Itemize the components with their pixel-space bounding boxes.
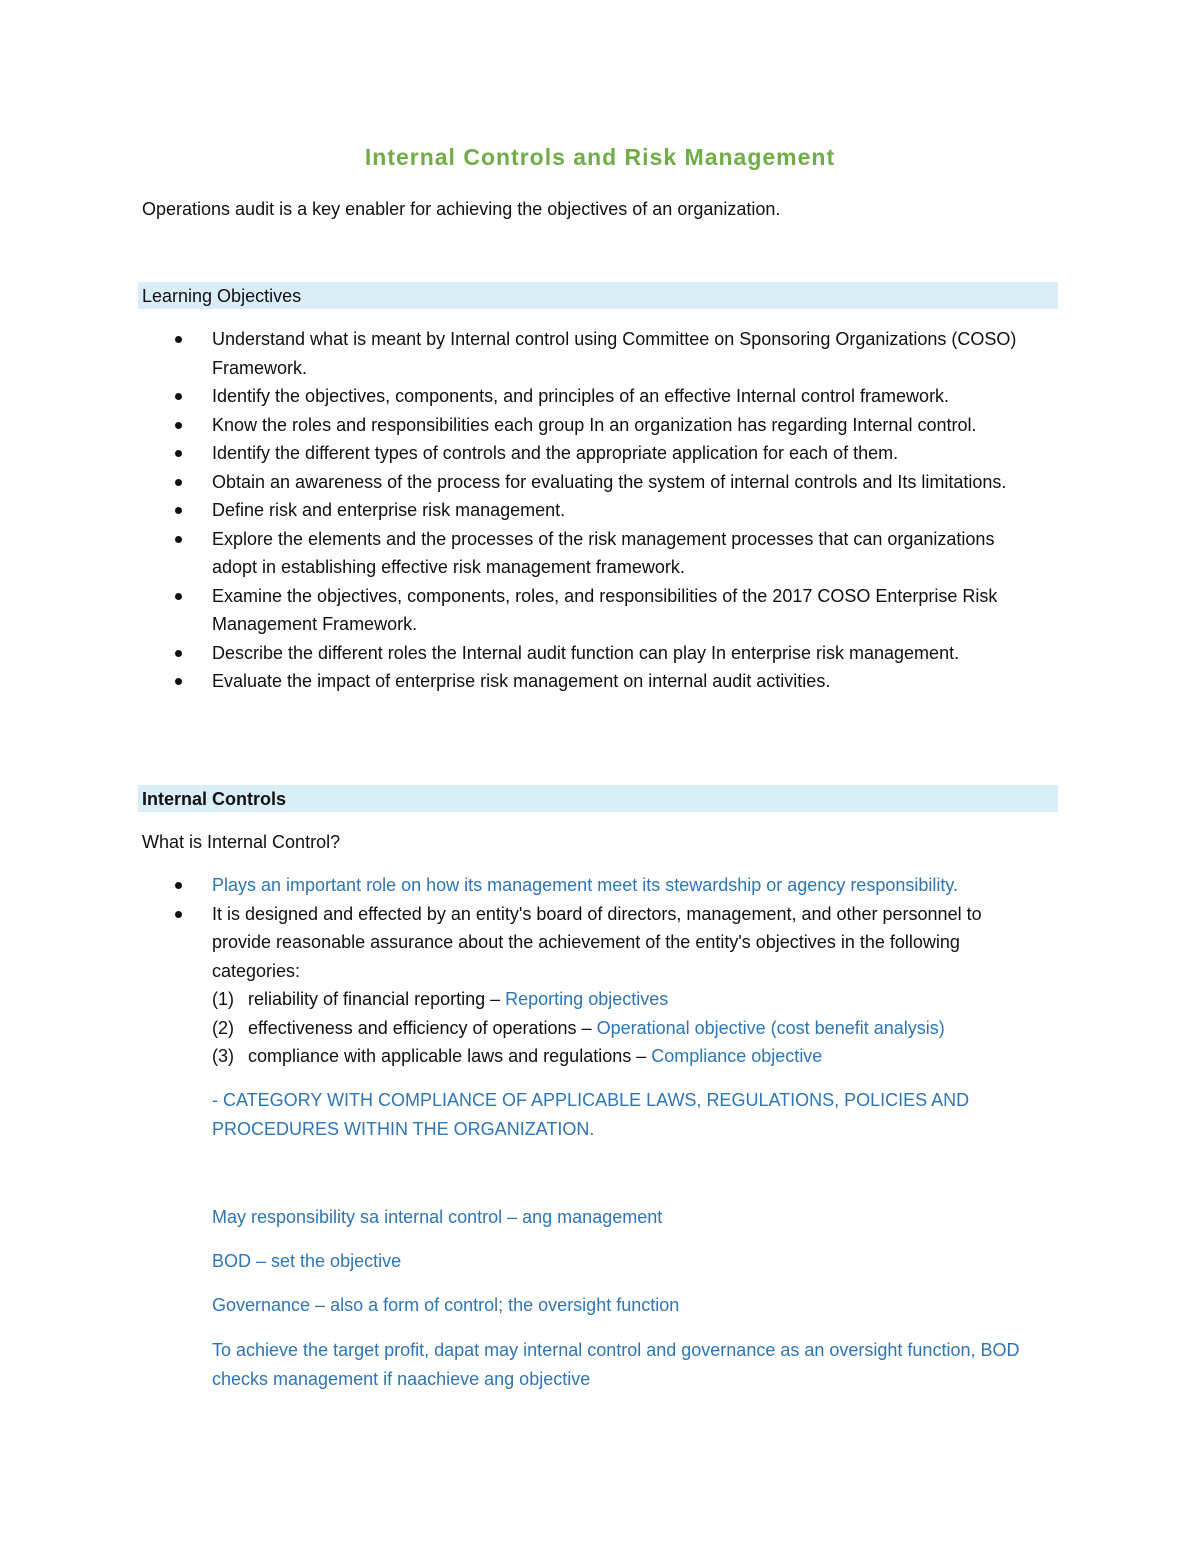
note-bod: BOD – set the objective [212, 1251, 402, 1271]
list-item: Explore the elements and the processes of the risk management processes that can organizations adopt in establishing effective risk management framework. [142, 525, 1042, 582]
bullet-icon [175, 650, 182, 657]
bullet-icon [175, 678, 182, 685]
category-note: - CATEGORY WITH COMPLIANCE OF APPLICABLE LAWS, REGULATIONS, POLICIES AND PROCEDURES WITHIN THE ORGANIZATION. [212, 1090, 970, 1139]
list-item: Identify the different types of controls and the appropriate application for each of them. [142, 439, 1042, 468]
bullet-icon [175, 393, 182, 400]
list-item: Describe the different roles the Internal audit function can play In enterprise risk management. [142, 639, 1042, 668]
list-item: Identify the objectives, components, and principles of an effective Internal control framework. [142, 382, 1042, 411]
list-item: Define risk and enterprise risk management. [142, 496, 1042, 525]
internal-controls-heading-bar [138, 785, 1058, 812]
category-item: (3) compliance with applicable laws and regulations – Compliance objective [212, 1046, 823, 1066]
bullet-icon [175, 479, 182, 486]
list-item: Obtain an awareness of the process for evaluating the system of internal controls and Its limitations. [142, 468, 1042, 497]
bullet-icon [175, 536, 182, 543]
list-item: Understand what is meant by Internal control using Committee on Sponsoring Organizations (COSO) Framework. [142, 325, 1042, 382]
bullet-icon [175, 422, 182, 429]
bullet-icon [175, 593, 182, 600]
category-item: (2) effectiveness and efficiency of operations – Operational objective (cost benefit analysis) [212, 1017, 945, 1038]
list-item: Plays an important role on how its management meet its stewardship or agency responsibility. [142, 871, 1042, 900]
list-item: Evaluate the impact of enterprise risk management on internal audit activities. [142, 667, 1042, 696]
note-governance: Governance – also a form of control; the oversight function [212, 1295, 680, 1315]
bullet-icon [175, 911, 182, 918]
bullet-icon [175, 336, 182, 343]
intro-paragraph: Operations audit is a key enabler for achieving the objectives of an organization. [142, 199, 781, 219]
learning-objectives-heading: Learning Objectives [142, 286, 302, 306]
learning-objectives-list [142, 325, 1042, 696]
bullet-icon [175, 450, 182, 457]
category-item: (1) reliability of financial reporting – Reporting objectives [212, 989, 669, 1009]
bullet-icon [175, 882, 182, 889]
document-title: Internal Controls and Risk Management [364, 144, 836, 170]
internal-control-list [142, 871, 1042, 1071]
internal-controls-heading: Internal Controls [142, 789, 287, 809]
internal-control-question: What is Internal Control? [142, 832, 341, 852]
bullet-icon [175, 507, 182, 514]
note-responsibility: May responsibility sa internal control – ang management [212, 1207, 663, 1227]
note-target-profit: To achieve the target profit, dapat may internal control and governance as an oversight function, BOD checks management if naachieve ang objective [212, 1340, 1020, 1389]
list-item: Know the roles and responsibilities each group In an organization has regarding Internal control. [142, 411, 1042, 440]
learning-objectives-heading-bar [138, 282, 1058, 309]
list-item: It is designed and effected by an entity's board of directors, management, and other personnel to provide reasonable assurance about the achievement of the entity's objectives in the following categories: (1) reliability of financial reporting – Reporting objectives (2) effectiveness and efficiency of operations – Operational objective (cost benefit analysis) (3) compliance with applicable laws and regulations – Compliance objective [142, 900, 1042, 1071]
list-item: Examine the objectives, components, roles, and responsibilities of the 2017 COSO Enterprise Risk Management Framework. [142, 582, 1042, 639]
